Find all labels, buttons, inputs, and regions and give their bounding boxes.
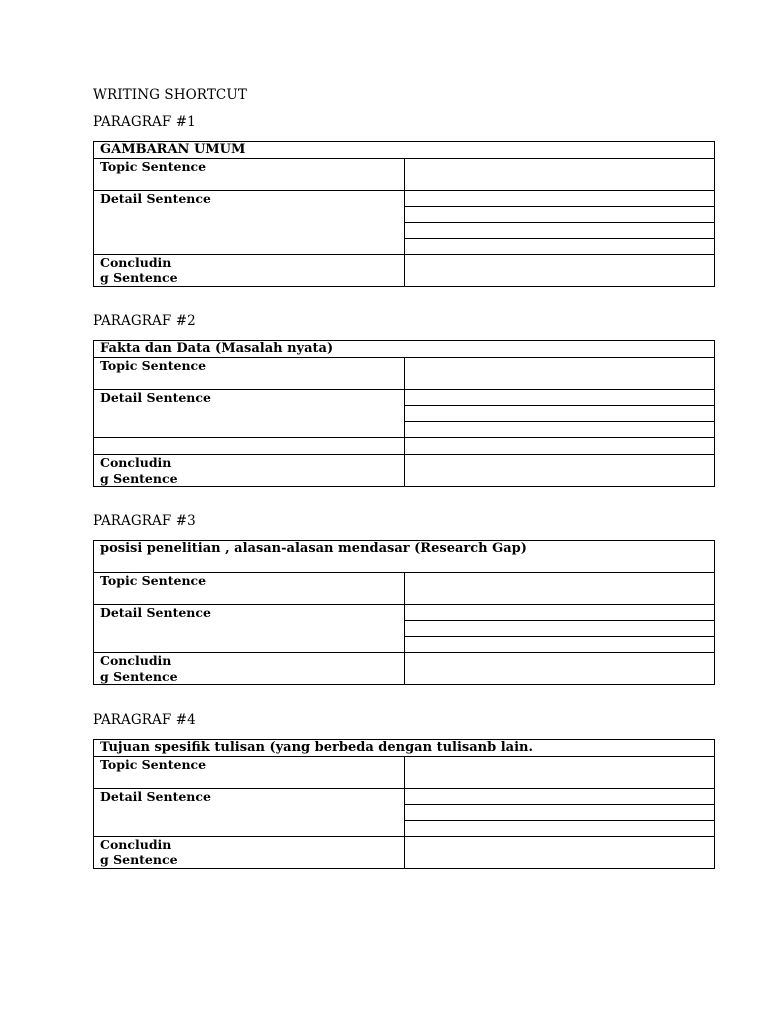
detail-sentence-field[interactable]: [404, 804, 715, 820]
extra-label-cell: [94, 438, 405, 455]
detail-sentence-field[interactable]: [404, 190, 715, 206]
concluding-sentence-field[interactable]: [404, 653, 715, 685]
detail-sentence-field[interactable]: [404, 621, 715, 637]
detail-sentence-field[interactable]: [404, 605, 715, 621]
detail-sentence-field[interactable]: [404, 390, 715, 406]
concluding-sentence-field[interactable]: [404, 455, 715, 487]
concluding-sentence-label: [94, 653, 405, 685]
topic-sentence-label: Topic Sentence: [94, 358, 405, 390]
concluding-sentence-label: [94, 455, 405, 487]
detail-sentence-field[interactable]: [404, 206, 715, 222]
concluding-sentence-label: [94, 254, 405, 286]
concluding-label-line-2: g Sentence: [100, 852, 178, 867]
concluding-label-line-2: g Sentence: [100, 470, 178, 486]
detail-sentence-field[interactable]: [404, 406, 715, 422]
paragraph-3-heading: PARAGRAF #3: [93, 513, 196, 529]
topic-sentence-label: Topic Sentence: [94, 158, 405, 190]
paragraph-4-table-title: Tujuan spesifik tulisan (yang berbeda dengan tulisanb lain.: [94, 740, 715, 757]
concluding-label-line-2: g Sentence: [100, 270, 178, 285]
detail-sentence-label: Detail Sentence: [94, 390, 405, 438]
topic-sentence-field[interactable]: [404, 756, 715, 788]
concluding-label-line-2: g Sentence: [100, 668, 178, 684]
paragraph-2-table: [93, 340, 715, 487]
detail-sentence-field[interactable]: [404, 788, 715, 804]
document-title: WRITING SHORTCUT: [93, 87, 247, 103]
paragraph-1-heading: PARAGRAF #1: [93, 114, 196, 130]
paragraph-4-table: [93, 739, 715, 869]
detail-sentence-field[interactable]: [404, 438, 715, 455]
concluding-label-line-1: Concludin: [100, 455, 172, 470]
paragraph-4-heading: PARAGRAF #4: [93, 712, 196, 728]
paragraph-2-table-title: Fakta dan Data (Masalah nyata): [94, 341, 715, 358]
paragraph-1-table: [93, 141, 715, 287]
paragraph-1-table-title: GAMBARAN UMUM: [94, 142, 715, 159]
topic-sentence-label: Topic Sentence: [94, 573, 405, 605]
detail-sentence-label: Detail Sentence: [94, 190, 405, 254]
topic-sentence-field[interactable]: [404, 573, 715, 605]
paragraph-3-table-title: posisi penelitian , alasan-alasan mendasar (Research Gap): [94, 541, 715, 573]
concluding-label-line-1: Concludin: [100, 653, 172, 668]
topic-sentence-field[interactable]: [404, 358, 715, 390]
detail-sentence-field[interactable]: [404, 238, 715, 254]
topic-sentence-label: Topic Sentence: [94, 756, 405, 788]
detail-sentence-label: Detail Sentence: [94, 605, 405, 653]
detail-sentence-field[interactable]: [404, 820, 715, 836]
topic-sentence-field[interactable]: [404, 158, 715, 190]
concluding-sentence-field[interactable]: [404, 836, 715, 868]
concluding-label-line-1: Concludin: [100, 254, 172, 270]
concluding-sentence-field[interactable]: [404, 254, 715, 286]
concluding-label-line-1: Concludin: [100, 836, 172, 852]
concluding-sentence-label: [94, 836, 405, 868]
paragraph-2-heading: PARAGRAF #2: [93, 313, 196, 329]
detail-sentence-field[interactable]: [404, 422, 715, 438]
detail-sentence-field[interactable]: [404, 637, 715, 653]
detail-sentence-label: Detail Sentence: [94, 788, 405, 836]
paragraph-3-table: [93, 540, 715, 685]
detail-sentence-field[interactable]: [404, 222, 715, 238]
